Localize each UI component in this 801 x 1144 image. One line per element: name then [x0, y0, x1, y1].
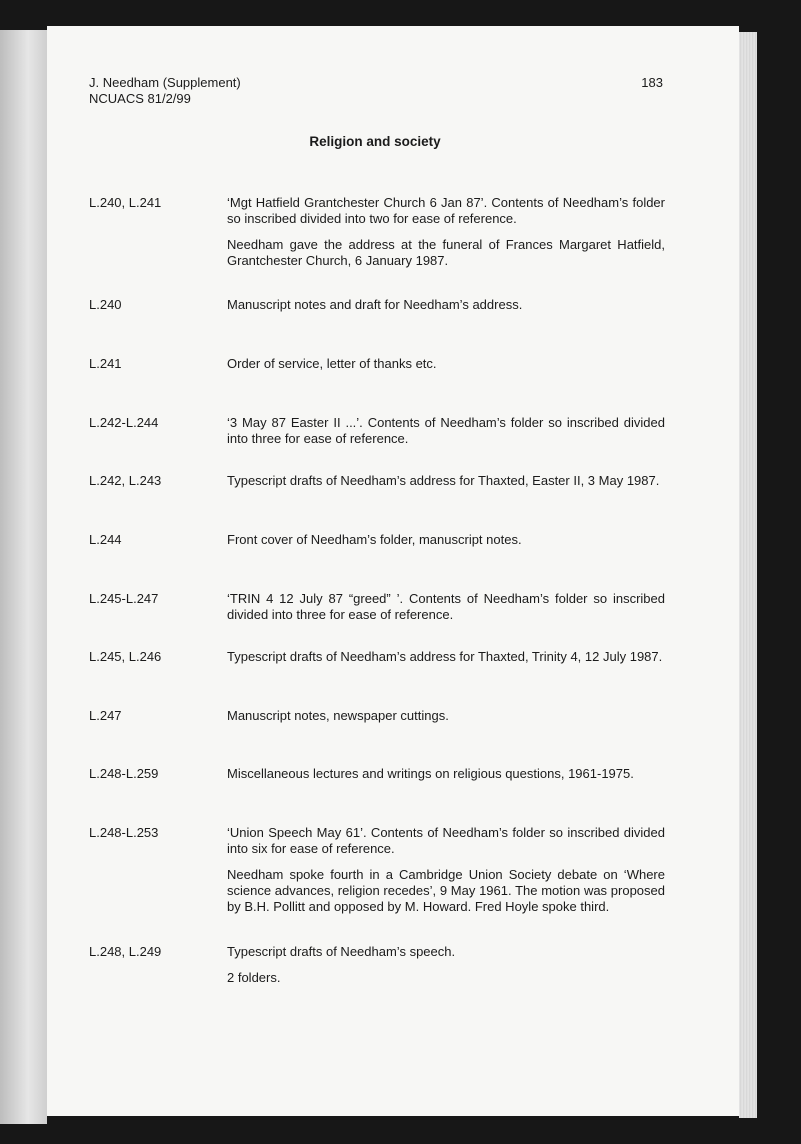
page-stack-edge	[739, 32, 757, 1118]
entry-description	[227, 356, 665, 372]
entry-description	[227, 825, 665, 915]
entry-paragraph: Order of service, letter of thanks etc.	[227, 356, 437, 371]
entry-reference: L.242-L.244	[89, 415, 159, 430]
entry-reference: L.245, L.246	[89, 649, 162, 664]
section-title: Religion and society	[309, 134, 441, 149]
entry-reference: L.248-L.259	[89, 766, 159, 781]
entry-paragraph: Front cover of Needham’s folder, manuscript notes.	[227, 532, 522, 547]
header-catalogue-number: NCUACS 81/2/99	[89, 91, 191, 106]
entry-paragraph: Manuscript notes, newspaper cuttings.	[227, 708, 449, 723]
page-number: 183	[641, 75, 663, 90]
entry-reference: L.240, L.241	[89, 195, 162, 210]
entry-paragraph: Needham gave the address at the funeral of Frances Margaret Hatfield, Grantchester Church, 6 January 1987.	[227, 237, 665, 268]
entry-reference: L.244	[89, 532, 122, 547]
entry-paragraph: Miscellaneous lectures and writings on religious questions, 1961-1975.	[227, 766, 634, 781]
document-page	[47, 26, 739, 1116]
entry-description	[227, 708, 665, 724]
entry-description	[227, 944, 665, 986]
entry-reference: L.247	[89, 708, 122, 723]
entry-paragraph: 2 folders.	[227, 970, 281, 985]
entry-reference: L.248, L.249	[89, 944, 162, 959]
entry-description	[227, 591, 665, 623]
entry-description	[227, 415, 665, 447]
entry-paragraph: ‘Union Speech May 61’. Contents of Needham’s folder so inscribed divided into six for ease of reference.	[227, 825, 665, 856]
entry-paragraph: ‘TRIN 4 12 July 87 “greed” ’. Contents of Needham’s folder so inscribed divided into three for ease of reference.	[227, 591, 665, 622]
entry-description	[227, 532, 665, 548]
entry-description	[227, 473, 665, 489]
running-header	[89, 75, 241, 107]
entry-reference: L.241	[89, 356, 122, 371]
entry-paragraph: Typescript drafts of Needham’s address for Thaxted, Trinity 4, 12 July 1987.	[227, 649, 663, 664]
left-page-edge	[0, 30, 47, 1124]
entry-description	[227, 297, 665, 313]
entry-reference: L.248-L.253	[89, 825, 159, 840]
entry-reference: L.245-L.247	[89, 591, 159, 606]
header-author: J. Needham (Supplement)	[89, 75, 241, 90]
entry-description	[227, 649, 665, 665]
entry-reference: L.240	[89, 297, 122, 312]
entry-paragraph: ‘Mgt Hatfield Grantchester Church 6 Jan 87’. Contents of Needham’s folder so inscribed divided into two for ease of reference.	[227, 195, 665, 226]
entry-reference: L.242, L.243	[89, 473, 162, 488]
entry-paragraph: Typescript drafts of Needham’s speech.	[227, 944, 456, 959]
entry-paragraph: ‘3 May 87 Easter II ...’. Contents of Needham’s folder so inscribed divided into three for ease of reference.	[227, 415, 665, 446]
entry-paragraph: Typescript drafts of Needham’s address for Thaxted, Easter II, 3 May 1987.	[227, 473, 660, 488]
entry-paragraph: Manuscript notes and draft for Needham’s address.	[227, 297, 523, 312]
entry-description	[227, 195, 665, 269]
entry-description	[227, 766, 665, 782]
entry-paragraph: Needham spoke fourth in a Cambridge Union Society debate on ‘Where science advances, religion recedes’, 9 May 1961. The motion was proposed by B.H. Pollitt and opposed by M. Howard. Fred Hoyle spoke third.	[227, 867, 665, 914]
